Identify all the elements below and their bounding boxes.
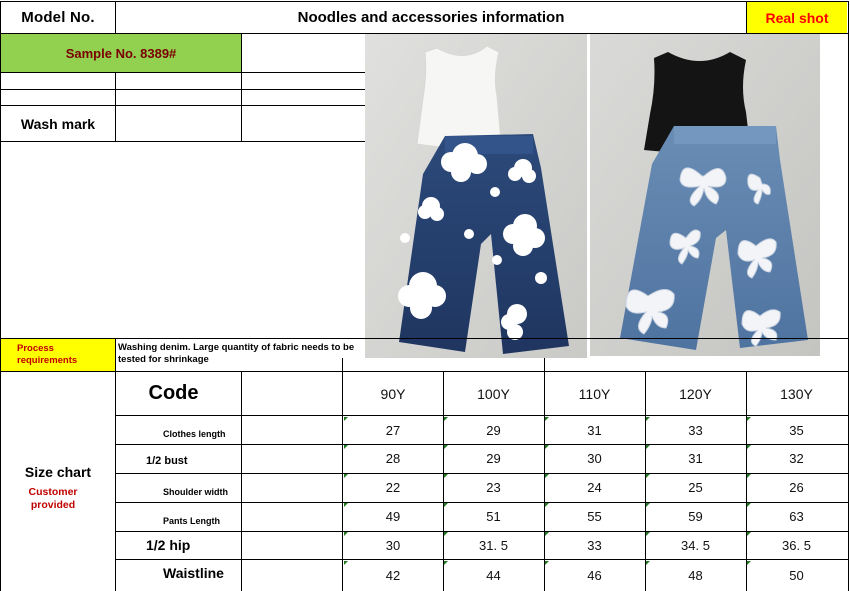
cell-marker xyxy=(545,532,549,536)
cell-marker xyxy=(344,561,348,565)
size-value-cell: 27 xyxy=(385,422,401,438)
size-110y-text: 110Y xyxy=(578,385,611,402)
size-110y xyxy=(544,372,645,415)
cell-marker xyxy=(545,503,549,507)
size-value-cell: 55 xyxy=(587,509,602,524)
grid-line xyxy=(0,105,365,106)
cell-marker xyxy=(747,561,751,565)
row-label-bust xyxy=(146,451,188,469)
grid-line xyxy=(115,531,849,532)
grid-line xyxy=(0,371,365,372)
cell-marker xyxy=(545,561,549,565)
cell-marker xyxy=(646,417,650,421)
cell-marker xyxy=(747,503,751,507)
row-label-shoulder-width xyxy=(163,482,228,500)
size-value-cell: 31. 5 xyxy=(479,538,508,553)
size-chart-label-cell xyxy=(1,372,115,591)
grid-line xyxy=(746,1,747,34)
model-no-label xyxy=(1,2,115,33)
real-shot-text: Real shot xyxy=(765,9,829,26)
grid-line xyxy=(645,371,646,591)
grid-line xyxy=(115,473,849,474)
size-value-cell: 25 xyxy=(688,480,703,495)
cell-marker xyxy=(344,474,348,478)
grid-line xyxy=(115,502,849,503)
grid-line xyxy=(115,559,849,560)
process-text-cell xyxy=(118,342,363,370)
size-120y xyxy=(645,372,746,415)
size-value-cell: 28 xyxy=(385,451,401,466)
page-title-text: Noodles and accessories information xyxy=(297,9,565,26)
size-value-cell: 31 xyxy=(587,422,602,438)
cell-marker xyxy=(747,532,751,536)
size-120y-text: 120Y xyxy=(679,385,712,402)
cell-marker xyxy=(344,445,348,449)
size-value-cell: 23 xyxy=(486,480,501,495)
grid-line xyxy=(544,358,545,591)
wash-mark-label xyxy=(1,106,115,141)
size-value-cell: 24 xyxy=(587,480,602,495)
grid-line xyxy=(0,72,365,73)
row-label-text: 1/2 hip xyxy=(146,537,191,553)
process-label-text: Process requirements xyxy=(17,343,78,366)
size-value-cell: 32 xyxy=(789,451,804,466)
cell-marker xyxy=(344,503,348,507)
size-90y-text: 90Y xyxy=(380,385,406,402)
size-value-cell: 42 xyxy=(385,568,401,583)
cell-marker xyxy=(344,532,348,536)
size-value-cell: 33 xyxy=(587,538,602,553)
size-value-cell: 34. 5 xyxy=(681,538,710,553)
grid-line xyxy=(115,444,849,445)
size-130y-text: 130Y xyxy=(780,385,813,402)
real-shot-label xyxy=(747,2,847,33)
size-90y xyxy=(343,372,443,415)
grid-line xyxy=(115,1,116,34)
size-value-cell: 36. 5 xyxy=(782,538,811,553)
size-value-cell: 48 xyxy=(688,568,703,583)
cell-marker xyxy=(444,417,448,421)
row-label-hip xyxy=(146,537,190,555)
grid-line xyxy=(0,89,365,90)
process-label-cell xyxy=(1,339,115,371)
cell-marker xyxy=(747,445,751,449)
cell-marker xyxy=(444,503,448,507)
cell-marker xyxy=(646,561,650,565)
size-value-cell: 26 xyxy=(789,480,804,495)
row-label-waistline xyxy=(163,565,224,583)
cell-marker xyxy=(747,417,751,421)
row-label-text: Pants Length xyxy=(163,516,221,526)
grid-line xyxy=(0,1,849,2)
sample-no-cell xyxy=(1,34,241,72)
size-chart-sublabel: Customer provided xyxy=(28,485,78,511)
size-100y-text: 100Y xyxy=(477,385,510,402)
size-value-cell: 35 xyxy=(789,422,804,438)
cell-marker xyxy=(646,445,650,449)
grid-line xyxy=(0,338,849,339)
grid-line xyxy=(443,371,444,591)
cell-marker xyxy=(545,417,549,421)
size-value-cell: 44 xyxy=(486,568,501,583)
size-value-cell: 59 xyxy=(688,509,703,524)
black-top-jeans-image xyxy=(590,34,820,356)
cell-marker xyxy=(444,561,448,565)
grid-line xyxy=(342,358,343,591)
size-value-cell: 29 xyxy=(486,451,501,466)
cell-marker xyxy=(545,474,549,478)
cell-marker xyxy=(545,445,549,449)
size-100y xyxy=(443,372,544,415)
cell-marker xyxy=(444,445,448,449)
page-title xyxy=(116,2,746,33)
white-top-jeans-image xyxy=(365,34,587,358)
size-value-cell: 49 xyxy=(385,509,401,524)
row-label-text: Waistline xyxy=(163,565,224,581)
grid-line xyxy=(115,72,116,141)
grid-line xyxy=(241,371,242,591)
code-header xyxy=(116,372,241,415)
size-value-cell: 30 xyxy=(385,538,401,553)
cell-marker xyxy=(646,474,650,478)
process-text: Washing denim. Large quantity of fabric needs to be tested for shrinkage xyxy=(118,342,355,365)
size-value-cell: 30 xyxy=(587,451,602,466)
grid-line xyxy=(0,33,849,34)
model-no-text: Model No. xyxy=(21,9,95,26)
grid-line xyxy=(746,371,747,591)
row-label-text: Clothes length xyxy=(163,429,226,439)
cell-marker xyxy=(646,532,650,536)
grid-line xyxy=(115,338,116,591)
size-130y xyxy=(746,372,847,415)
grid-line xyxy=(343,371,849,372)
cell-marker xyxy=(444,474,448,478)
row-label-clothes-length xyxy=(163,424,226,442)
code-label: Code xyxy=(148,382,199,404)
product-photo-white xyxy=(365,34,587,358)
size-value-cell: 50 xyxy=(789,568,804,583)
wash-mark-text: Wash mark xyxy=(20,115,96,132)
size-value-cell: 33 xyxy=(688,422,703,438)
size-value-cell: 22 xyxy=(385,480,401,495)
cell-marker xyxy=(344,417,348,421)
row-label-text: 1/2 bust xyxy=(146,455,188,467)
grid-line xyxy=(241,34,242,141)
grid-line xyxy=(0,141,365,142)
row-label-text: Shoulder width xyxy=(163,487,228,497)
size-chart-label: Size chart xyxy=(24,463,92,480)
sample-no-text: Sample No. 8389# xyxy=(65,45,177,61)
size-value-cell: 29 xyxy=(486,422,501,438)
product-photo-black xyxy=(590,34,820,356)
row-label-pants-length xyxy=(163,511,220,529)
cell-marker xyxy=(444,532,448,536)
size-value-cell: 46 xyxy=(587,568,602,583)
size-value-cell: 31 xyxy=(688,451,703,466)
cell-marker xyxy=(646,503,650,507)
size-value-cell: 51 xyxy=(486,509,501,524)
cell-marker xyxy=(747,474,751,478)
grid-line xyxy=(115,415,849,416)
size-value-cell: 63 xyxy=(789,509,804,524)
